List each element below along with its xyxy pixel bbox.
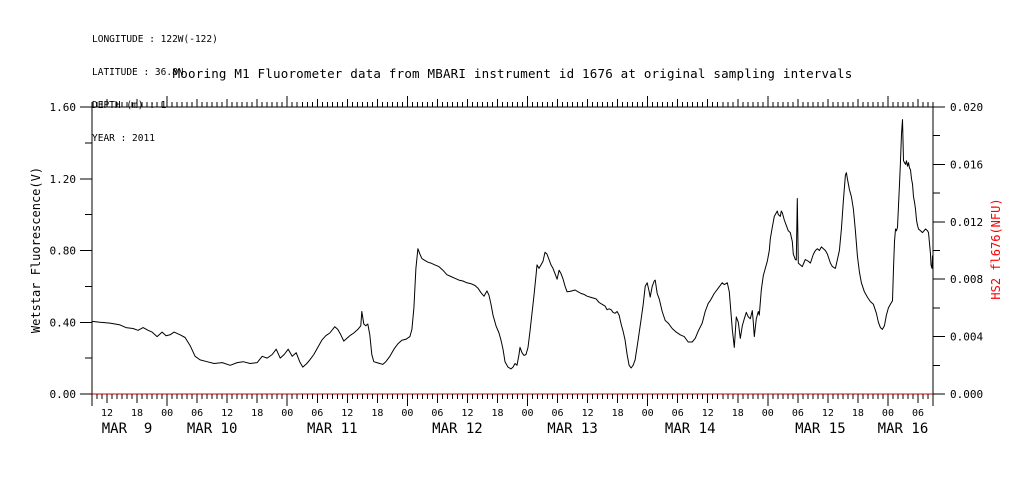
right-tick-label: 0.008	[950, 273, 984, 287]
right-axis-title: HS2 fl676(NFU)	[989, 198, 1003, 300]
x-day-label: MAR 14	[664, 421, 716, 437]
x-hour-label: 06	[431, 408, 444, 419]
x-hour-label: 18	[611, 408, 624, 419]
x-hour-label: 12	[821, 408, 834, 419]
metadata-depth: DEPTH (m) : 1	[92, 100, 167, 111]
metadata-latitude: LATITUDE : 36.8N	[92, 67, 184, 78]
x-hour-label: 06	[191, 408, 204, 419]
chart-title: Mooring M1 Fluorometer data from MBARI instrument id 1676 at original sampling intervals	[172, 66, 853, 81]
x-hour-label: 06	[671, 408, 684, 419]
left-tick-label: 0.40	[49, 316, 76, 330]
x-hour-label: 06	[551, 408, 564, 419]
x-hour-label: 00	[761, 408, 774, 419]
x-hour-label: 06	[911, 408, 925, 419]
x-hour-label: 12	[221, 408, 234, 419]
left-tick-label: 1.60	[49, 101, 76, 114]
right-tick-label: 0.012	[950, 215, 984, 229]
x-day-label: MAR 13	[547, 421, 598, 437]
left-tick-label: 0.00	[49, 388, 76, 401]
x-hour-label: 06	[311, 408, 324, 419]
data-series-line	[92, 120, 933, 369]
x-hour-label: 18	[371, 408, 384, 419]
x-hour-label: 12	[461, 408, 474, 419]
right-tick-label: 0.004	[950, 330, 984, 344]
metadata-longitude: LONGITUDE : 122W(-122)	[92, 34, 218, 45]
x-day-label: MAR 10	[186, 421, 238, 437]
left-tick-label: 0.80	[49, 244, 76, 258]
left-axis-title: Wetstar Fluorescence(V)	[29, 166, 43, 334]
x-day-label: MAR 15	[795, 421, 846, 437]
axis-labels	[50, 101, 984, 437]
right-tick-label: 0.016	[950, 158, 984, 172]
right-tick-label: 0.020	[950, 101, 984, 114]
x-day-label: MAR 9	[101, 421, 153, 437]
x-hour-label: 18	[731, 408, 744, 419]
x-day-label: MAR 12	[432, 421, 483, 437]
x-hour-label: 18	[251, 408, 264, 419]
x-hour-label: 18	[851, 408, 864, 419]
x-hour-label: 06	[791, 408, 804, 419]
metadata-year: YEAR : 2011	[92, 133, 155, 144]
right-tick-label: 0.000	[950, 388, 984, 401]
x-hour-label: 12	[100, 408, 114, 419]
x-hour-label: 00	[521, 408, 534, 419]
x-hour-label: 00	[161, 408, 174, 419]
x-hour-label: 00	[641, 408, 654, 419]
x-hour-label: 18	[491, 408, 504, 419]
x-hour-label: 18	[131, 408, 144, 419]
x-day-label: MAR 16	[877, 421, 929, 437]
x-hour-label: 00	[281, 408, 294, 419]
left-tick-label: 1.20	[49, 172, 76, 186]
x-day-label: MAR 11	[306, 421, 358, 437]
x-hour-label: 12	[341, 408, 354, 419]
x-hour-label: 00	[401, 408, 414, 419]
x-hour-label: 12	[701, 408, 714, 419]
x-hour-label: 12	[581, 408, 594, 419]
x-hour-label: 00	[881, 408, 894, 419]
